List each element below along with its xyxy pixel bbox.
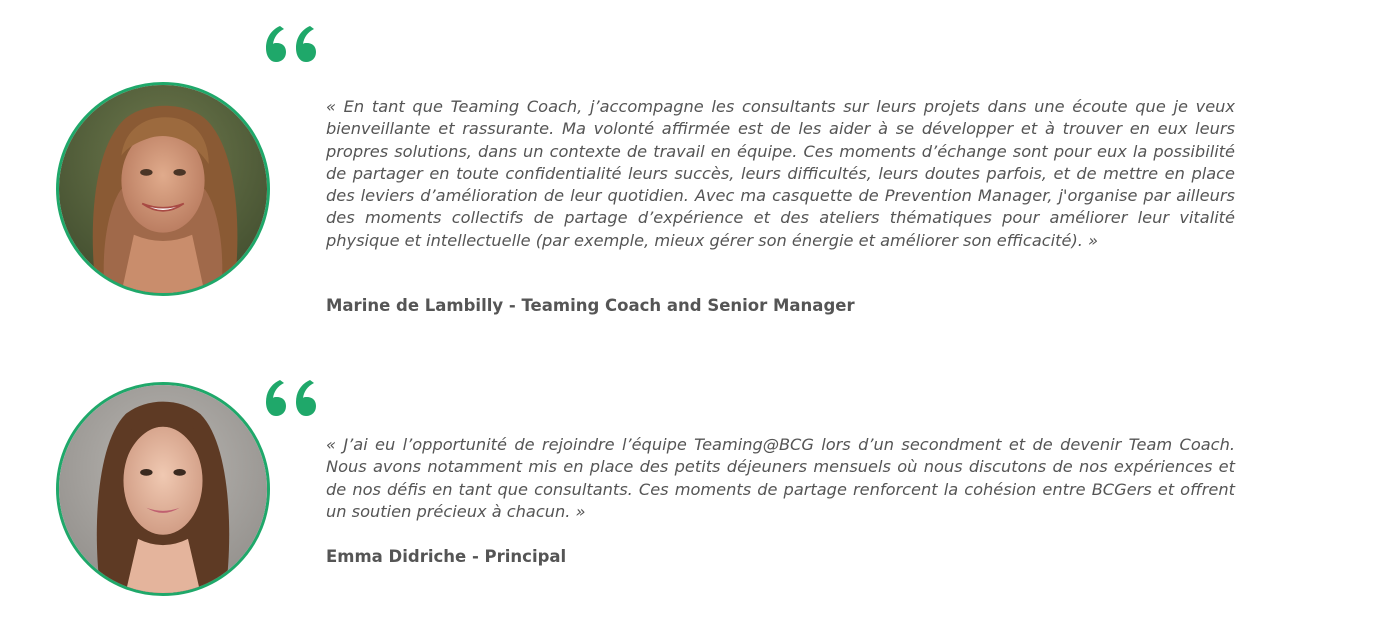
testimonial-author: Emma Didriche - Principal <box>326 547 567 566</box>
opening-quote-icon <box>262 20 322 68</box>
portrait-photo <box>59 385 267 593</box>
testimonial-author: Marine de Lambilly - Teaming Coach and Senior Manager <box>326 296 855 315</box>
testimonial-quote: « En tant que Teaming Coach, j’accompagne les consultants sur leurs projets dans une écoute que je veux bienveillante et rassurante. Ma volonté affirmée est de les aider à se développer et à trouver en eux leurs propres solutions, dans un contexte de travail en équipe. Ces moments d’échange sont pour eux la possibilité de partager en toute confidentialité leurs succès, leurs difficultés, leurs doutes parfois, et de mettre en place des leviers d’amélioration de leur quotidien. Avec ma casquette de Prevention Manager, j'organise par ailleurs des moments collectifs de partage d’expérience et des ateliers thématiques pour améliorer leur vitalité physique et intellectuelle (par exemple, mieux gérer son énergie et améliorer son efficacité). » <box>326 97 1235 250</box>
testimonial-card <box>0 360 1397 618</box>
avatar-marine-de-lambilly <box>56 82 270 296</box>
opening-quote-icon <box>262 374 322 422</box>
portrait-photo <box>59 85 267 293</box>
testimonial-quote: « J’ai eu l’opportunité de rejoindre l’équipe Teaming@BCG lors d’un secondment et de devenir Team Coach. Nous avons notamment mis en place des petits déjeuners mensuels où nous discutons de nos expériences et de nos défis en tant que consultants. Ces moments de partage renforcent la cohésion entre BCGers et offrent un soutien précieux à chacun. » <box>326 435 1235 521</box>
avatar-emma-didriche <box>56 382 270 596</box>
